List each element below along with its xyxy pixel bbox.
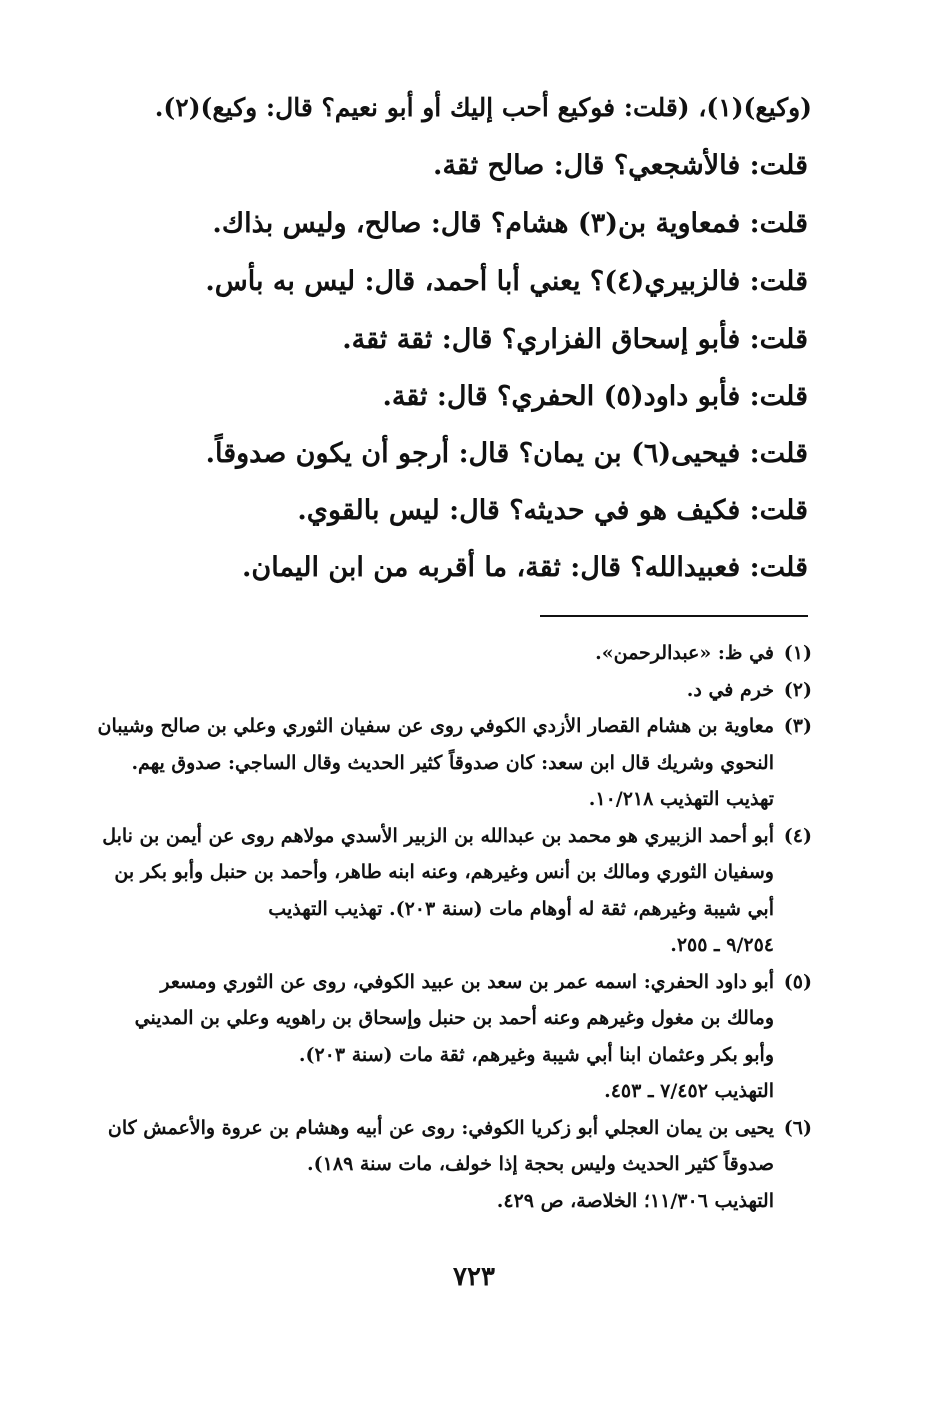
footnote-line: معاوية بن هشام القصار الأزدي الكوفي روى عن سفيان الثوري وعلي بن صالح وشيبان: [97, 715, 774, 737]
footnote-text: [112, 635, 774, 672]
main-text-line: قلت: فيحيى(٦) بن يمان؟ قال: أرجو أن يكون صدوقاً.: [205, 438, 808, 469]
footnote-number: (٥): [783, 970, 812, 993]
footnote-number: (١): [783, 642, 812, 664]
main-text-line: قلت: فالأشجعي؟ قال: صالح ثقة.: [433, 150, 808, 181]
footnote-line: صدوقاً كثير الحديث وليس بحجة إذا خولف، مات سنة ١٨٩).: [307, 1153, 774, 1175]
footnote: [112, 672, 812, 709]
footnote-line: أبو أحمد الزبيري هو محمد بن عبدالله بن الزبير الأسدي مولاهم روى عن أيمن بن نابل: [102, 824, 774, 847]
footnote-text: [112, 964, 774, 1110]
footnote-line: في ظ: «عبدالرحمن».: [595, 642, 774, 664]
footnote: [107, 1110, 812, 1220]
footnote: [102, 818, 812, 964]
main-text-line: قلت: فكيف هو في حديثه؟ قال: ليس بالقوي.: [297, 495, 808, 526]
footnote-line: أبي شيبة وغيرهم، ثقة له أوهام مات (سنة ٢٠٣). تهذيب التهذيب: [268, 897, 774, 920]
footnote-line: التهذيب ١١/٣٠٦؛ الخلاصة، ص ٤٢٩.: [496, 1189, 774, 1212]
page-number: ٧٢٣: [453, 1262, 495, 1292]
footnote: [112, 964, 812, 1110]
footnote-line: ٩/٢٥٤ ـ ٢٥٥.: [670, 934, 774, 956]
main-text-line: قلت: فمعاوية بن(٣) هشام؟ قال: صالح، وليس بذاك.: [212, 208, 808, 239]
main-text-line: قلت: فأبو داود(٥) الحفري؟ قال: ثقة.: [382, 381, 808, 412]
footnote-line: أبو داود الحفري: اسمه عمر بن سعد بن عبيد الكوفي، روى عن الثوري ومسعر: [160, 970, 774, 993]
main-text-line: قلت: فأبو إسحاق الفزاري؟ قال: ثقة ثقة.: [342, 324, 808, 355]
footnote-line: وسفيان الثوري ومالك بن أنس وغيرهم، وعنه ابنه طاهر، وأحمد بن حنبل وأبو بكر بن: [114, 861, 774, 883]
main-text-line: (وكيع)(١)، (قلت: فوكيع أحب إليك أو أبو نعيم؟ قال: وكيع)(٢).: [154, 93, 812, 122]
footnote-line: ومالك بن مغول وغيرهم وعنه أحمد بن حنبل وإسحاق بن راهويه وعلي بن المديني: [134, 1007, 774, 1029]
footnote-text: [98, 708, 774, 818]
footnote-number: (٦): [783, 1116, 812, 1139]
footnotes: [97, 635, 812, 1219]
main-text-line: قلت: فالزبيري(٤)؟ يعني أبا أحمد، قال: ليس به بأس.: [205, 266, 808, 297]
footnote: [97, 708, 812, 818]
footnote-text: [112, 672, 774, 709]
footnote-line: خرم في د.: [686, 678, 774, 701]
footnote-number: (٤): [783, 824, 812, 847]
footnote-line: يحيى بن يمان العجلي أبو زكريا الكوفي: روى عن أبيه وهشام بن عروة والأعمش كان: [107, 1116, 774, 1139]
footnote-line: تهذيب التهذيب ١٠/٢١٨.: [588, 788, 774, 810]
footnote-line: وأبو بكر وعثمان ابنا أبي شيبة وغيرهم، ثقة مات (سنة ٢٠٣).: [298, 1043, 774, 1066]
footnote-text: [108, 1110, 774, 1220]
footnote-text: [102, 818, 774, 964]
main-text-line: قلت: فعبيدالله؟ قال: ثقة، ما أقربه من ابن اليمان.: [242, 552, 808, 583]
footnote-line: النحوي وشريك قال ابن سعد: كان صدوقاً كثير الحديث وقال الساجي: صدوق يهم.: [131, 751, 774, 774]
footnote-separator: [540, 615, 808, 617]
footnote-line: التهذيب ٧/٤٥٢ ـ ٤٥٣.: [604, 1080, 774, 1102]
footnote-number: (٢): [783, 678, 812, 701]
footnote: [112, 635, 812, 672]
footnote-number: (٣): [783, 715, 812, 737]
